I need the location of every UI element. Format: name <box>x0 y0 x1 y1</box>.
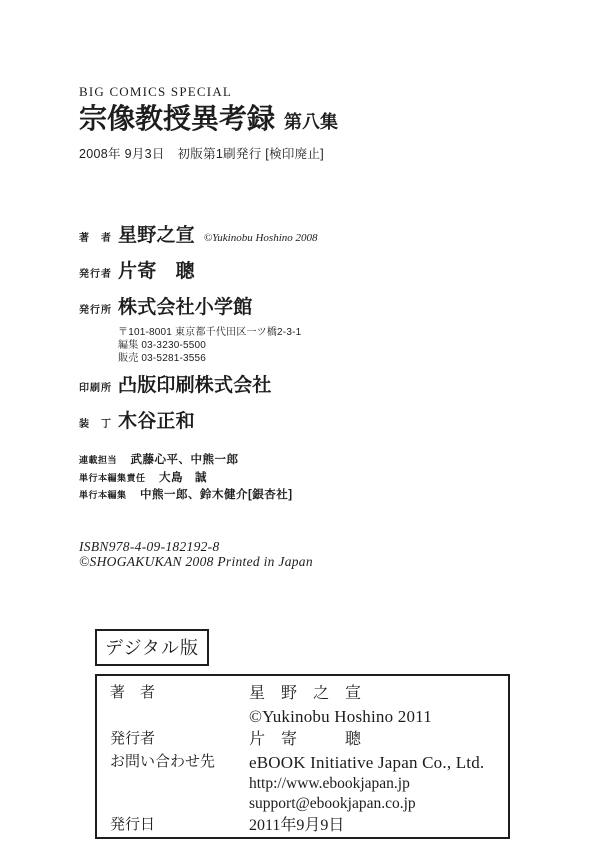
digital-publisher-row <box>110 728 502 751</box>
digital-publisher-name: 片 寄 聰 <box>249 731 362 748</box>
serialization-credit-names: 武藤心平、中熊一郎 <box>130 454 239 466</box>
digital-publisher-label: 発行者 <box>110 731 156 747</box>
digital-contact-url: http://www.ebookjapan.jp <box>249 775 410 792</box>
printed-in-japan-text: ©SHOGAKUKAN 2008 Printed in Japan <box>79 554 313 569</box>
author-name: 星野之宣 <box>118 225 195 246</box>
publishing-office-row <box>79 297 549 322</box>
print-colophon-section <box>79 84 549 570</box>
digital-edition-badge: デジタル版 <box>95 629 209 666</box>
digital-release-date-value <box>249 814 344 837</box>
publisher-address: 〒101-8001 東京都千代田区一ツ橋2-3-1 <box>118 327 302 338</box>
digital-release-date-label: 発行日 <box>110 817 156 833</box>
author-label: 著 者 <box>79 233 112 244</box>
book-editor-credit-row <box>79 486 549 504</box>
printer-name: 凸版印刷株式会社 <box>118 375 272 396</box>
digital-release-date-row <box>110 814 502 837</box>
publisher-name: 片寄 聰 <box>118 261 195 282</box>
chief-editor-credit-label: 単行本編集責任 <box>79 472 146 483</box>
digital-copyright-note: ©Yukinobu Hoshino 2011 <box>249 707 432 726</box>
digital-author-row <box>110 682 502 728</box>
printer-label: 印刷所 <box>79 383 112 394</box>
colophon-rows <box>79 225 549 436</box>
book-editor-credit-label: 単行本編集 <box>79 490 127 500</box>
digital-contact-value <box>249 751 484 814</box>
book-design-label: 装 丁 <box>79 419 112 430</box>
book-editor-credit-names: 中熊一郎、鈴木健介[銀杏社] <box>139 489 293 501</box>
chief-editor-credit-row <box>79 469 549 487</box>
isbn-copyright-block <box>79 539 549 570</box>
digital-contact-company: eBOOK Initiative Japan Co., Ltd. <box>249 753 485 772</box>
isbn-text: ISBN978-4-09-182192-8 <box>79 538 220 554</box>
staff-credits <box>79 451 549 504</box>
volume-label: 第八集 <box>284 112 339 132</box>
digital-contact-label: お問い合わせ先 <box>110 754 216 770</box>
digital-author-label: 著 者 <box>110 685 156 701</box>
digital-author-name: 星 野 之 宣 <box>249 685 362 702</box>
book-designer-name: 木谷正和 <box>118 411 195 432</box>
serialization-credit-label: 連載担当 <box>79 455 118 465</box>
book-design-row <box>79 411 549 436</box>
author-row <box>79 225 549 250</box>
book-title: 宗像教授異考録 <box>79 103 276 134</box>
chief-editor-credit-names: 大島 誠 <box>158 471 207 484</box>
digital-edition-table <box>95 674 510 839</box>
digital-contact-email: support@ebookjapan.co.jp <box>249 795 416 812</box>
digital-contact-row <box>110 751 502 814</box>
publisher-sales-phone: 販売 03-5281-3556 <box>118 353 207 364</box>
publishing-office-label: 発行所 <box>79 305 112 316</box>
publisher-editorial-phone: 編集 03-3230-5500 <box>118 340 207 351</box>
digital-author-value <box>249 682 432 728</box>
edition-line: 2008年 9月3日 初版第1刷発行 [検印廃止] <box>79 147 325 161</box>
serialization-credit-row <box>79 451 549 469</box>
digital-release-date: 2011年9月9日 <box>249 817 345 834</box>
publisher-row <box>79 261 549 286</box>
series-label: BIG COMICS SPECIAL <box>79 84 233 99</box>
publishing-office-name: 株式会社小学館 <box>118 297 253 318</box>
publisher-label: 発行者 <box>79 269 112 280</box>
digital-publisher-value <box>249 728 361 751</box>
title-row <box>79 102 549 136</box>
printer-row <box>79 375 549 400</box>
copyright-note: ©Yukinobu Hoshino 2008 <box>203 232 318 244</box>
publisher-contact-details <box>118 326 549 365</box>
digital-edition-section <box>95 629 510 839</box>
